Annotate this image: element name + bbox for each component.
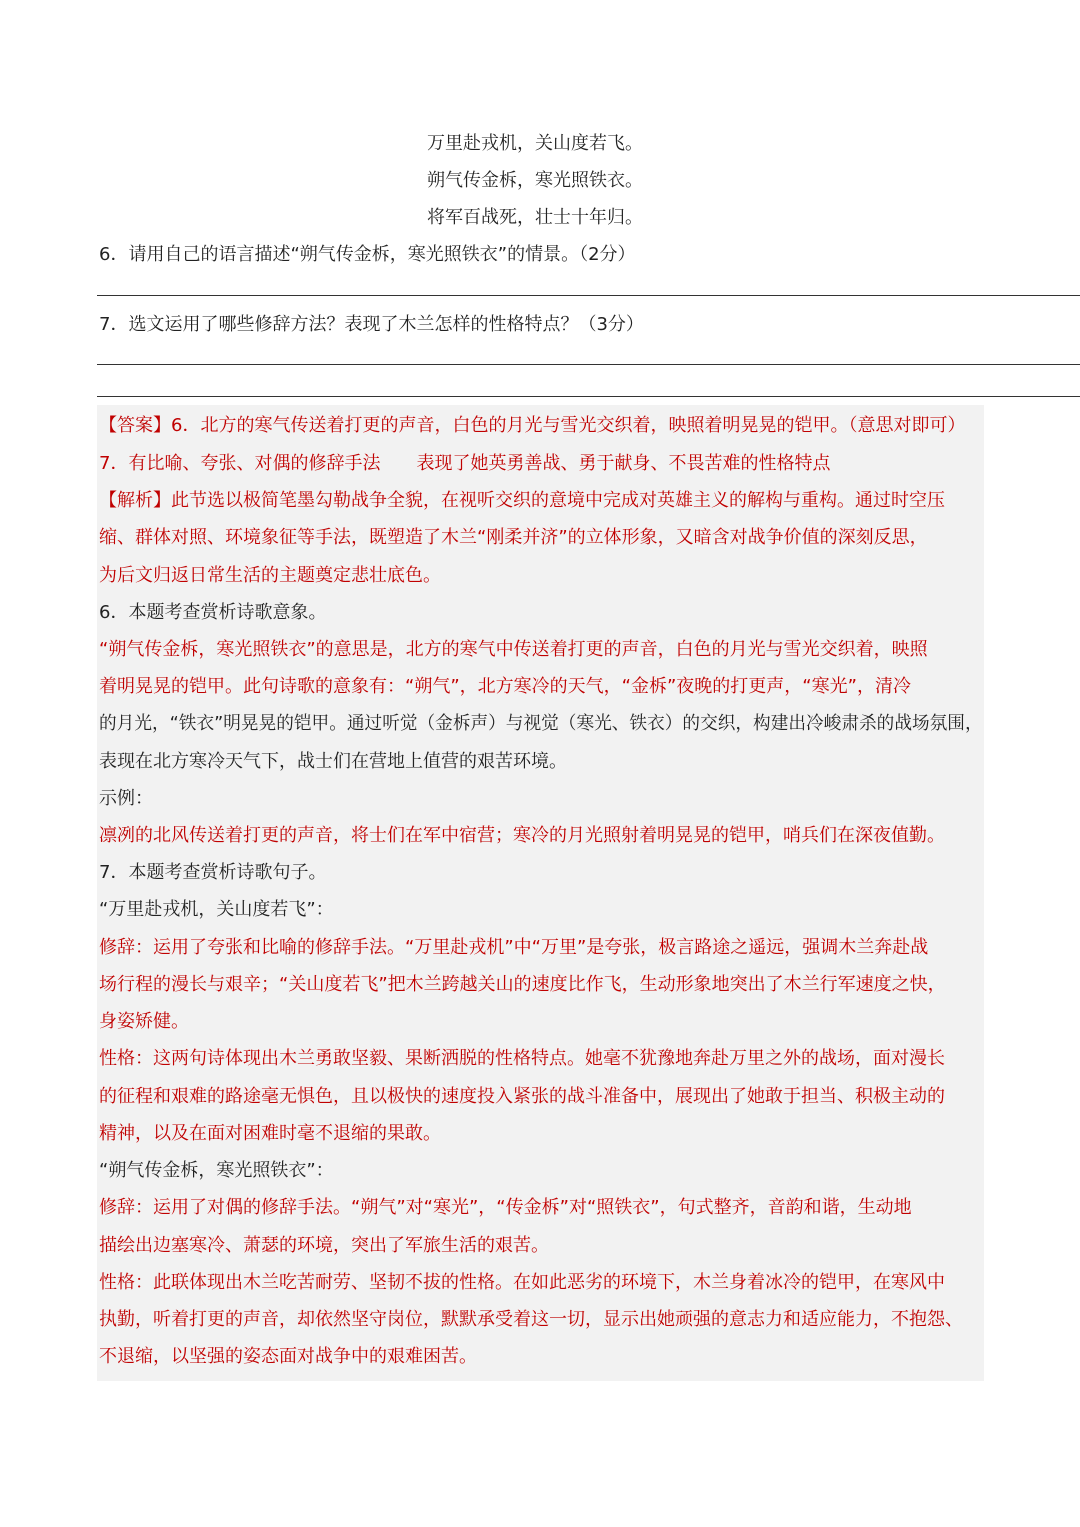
example-heading: 示例： [99, 788, 153, 809]
analysis-line: 修辞：运用了对偶的修辞手法。“朔气”对“寒光”，“传金柝”对“照铁衣”，句式整齐，音韵和谐，生动地 [99, 1197, 912, 1218]
analysis-line: 【解析】此节选以极简笔墨勾勒战争全貌，在视听交织的意境中完成对英雄主义的解构与重构。通过时空压 [99, 490, 945, 511]
analysis-line: 性格：这两句诗体现出木兰勇敢坚毅、果断洒脱的性格特点。她毫不犹豫地奔赴万里之外的战场，面对漫长 [99, 1048, 945, 1069]
question-7: 7．选文运用了哪些修辞方法？表现了木兰怎样的性格特点？（3分） [99, 314, 644, 335]
answer-line-q6 [97, 295, 1080, 296]
answer-line: 【答案】6．北方的寒气传送着打更的声音，白色的月光与雪光交织着，映照着明晃晃的铠甲。（意思对即可） [99, 415, 966, 436]
analysis-line: 精神，以及在面对困难时毫不退缩的果敢。 [99, 1123, 441, 1144]
answer-line-q7-2 [97, 396, 1080, 397]
poem-line-1: 万里赴戎机，关山度若飞。 [427, 133, 643, 154]
answer-line-q7-1 [97, 364, 1080, 365]
analysis-line: 性格：此联体现出木兰吃苦耐劳、坚韧不拔的性格。在如此恶劣的环境下，木兰身着冰冷的铠甲，在寒风中 [99, 1272, 945, 1293]
analysis-line: 着明晃晃的铠甲。此句诗歌的意象有：“朔气”，北方寒冷的天气，“金柝”夜晚的打更声，“寒光”，清冷 [99, 676, 911, 697]
analysis-line: 缩、群体对照、环境象征等手法，既塑造了木兰“刚柔并济”的立体形象，又暗含对战争价值的深刻反思， [99, 527, 928, 548]
analysis-line: 的月光，“铁衣”明晃晃的铠甲。通过听觉（金柝声）与视觉（寒光、铁衣）的交织，构建出冷峻肃杀的战场氛围， [99, 713, 983, 734]
answer-line: 7．有比喻、夸张、对偶的修辞手法 表现了她英勇善战、勇于献身、不畏苦难的性格特点 [99, 453, 831, 474]
analysis-line: 修辞：运用了夸张和比喻的修辞手法。“万里赴戎机”中“万里”是夸张，极言路途之遥远，强调木兰奔赴战 [99, 937, 929, 958]
analysis-line: 描绘出边塞寒冷、萧瑟的环境，突出了军旅生活的艰苦。 [99, 1235, 549, 1256]
poem-line-2: 朔气传金柝，寒光照铁衣。 [427, 170, 643, 191]
analysis-line: 不退缩，以坚强的姿态面对战争中的艰难困苦。 [99, 1346, 477, 1367]
analysis-line: 为后文归返日常生活的主题奠定悲壮底色。 [99, 565, 441, 586]
question-6: 6．请用自己的语言描述“朔气传金柝，寒光照铁衣”的情景。（2分） [99, 244, 636, 265]
poem-line-3: 将军百战死，壮士十年归。 [427, 207, 643, 228]
analysis-line: “朔气传金柝，寒光照铁衣”的意思是，北方的寒气中传送着打更的声音，白色的月光与雪光交织着，映照 [99, 639, 928, 660]
analysis-line: 表现在北方寒冷天气下，战士们在营地上值营的艰苦环境。 [99, 751, 567, 772]
analysis-line: 场行程的漫长与艰辛；“关山度若飞”把木兰跨越关山的速度比作飞，生动形象地突出了木兰行军速度之快， [99, 974, 946, 995]
analysis-heading: 7．本题考查赏析诗歌句子。 [99, 862, 327, 883]
analysis-line: 执勤，听着打更的声音，却依然坚守岗位，默默承受着这一切，显示出她顽强的意志力和适应能力，不抱怨、 [99, 1309, 963, 1330]
analysis-line: 身姿矫健。 [99, 1011, 189, 1032]
analysis-subheading: “朔气传金柝，寒光照铁衣”： [99, 1160, 334, 1181]
analysis-heading: 6．本题考查赏析诗歌意象。 [99, 602, 327, 623]
analysis-line: 的征程和艰难的路途毫无惧色，且以极快的速度投入紧张的战斗准备中，展现出了她敢于担当、积极主动的 [99, 1086, 945, 1107]
example-line: 凛冽的北风传送着打更的声音，将士们在军中宿营；寒冷的月光照射着明晃晃的铠甲，哨兵们在深夜值勤。 [99, 825, 945, 846]
analysis-subheading: “万里赴戎机，关山度若飞”： [99, 899, 334, 920]
